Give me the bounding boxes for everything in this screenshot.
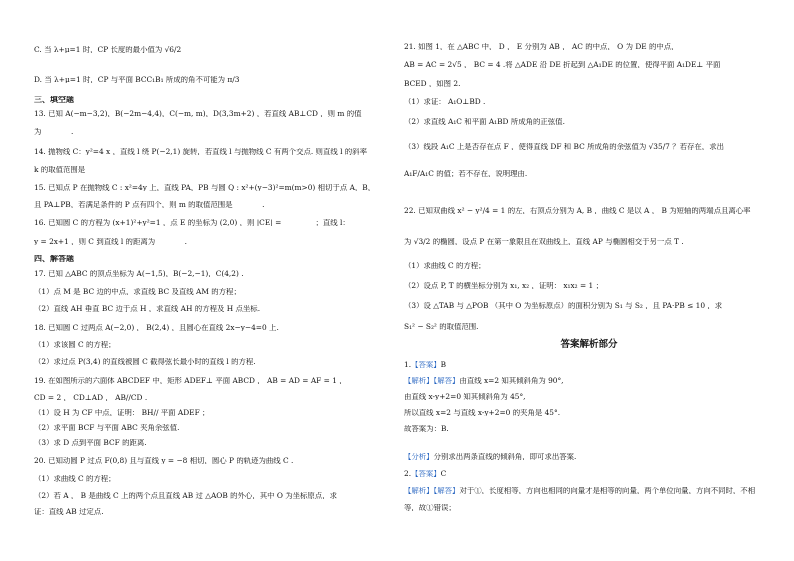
text-line: （3）线段 A₁C 上是否存在点 F ，使得直线 DF 和 BC 所成角的余弦值为 √35/7 ？若存在，求出: [404, 143, 724, 151]
text-line: 22. 已知双曲线 x² − y²/4 = 1 的左，右顶点分别为 A, B ，曲线 C 是以 A ， B 为短轴的两端点且离心率: [404, 207, 751, 215]
answers-section-title: 答案解析部分: [560, 339, 618, 350]
text-line: 证：直线 AB 过定点.: [34, 508, 104, 516]
text-line: CD = 2 ， CD⊥AD ， AB//CD .: [34, 394, 148, 402]
text-line: （1）求曲线 C 的方程；: [34, 475, 116, 483]
text-line: （2）若 A ， B 是曲线 C 上的两个点且直线 AB 过 △AOB 的外心，其中 O 为坐标原点，求: [34, 492, 337, 500]
text-line: 故答案为：B.: [404, 425, 449, 433]
text-line: 为________.: [34, 128, 74, 136]
text-line: （1）求该圆 C 的方程；: [34, 341, 116, 349]
text-line: 【解析】【解答】由直线 x=2 知其倾斜角为 90°,: [404, 377, 564, 385]
text-line: D. 当 λ+μ=1 时，CP 与平面 BCC₁B₁ 所成的角不可能为 π/3: [34, 76, 240, 84]
text-line: 为 √3/2 的椭圆，设点 P 在第一象限且在双曲线上，直线 AP 与椭圆相交于另一点 T .: [404, 238, 684, 246]
text-line: 19. 在如图所示的六面体 ABCDEF 中，矩形 ADEF⊥ 平面 ABCD ， AB = AD = AF = 1 ，: [34, 377, 347, 385]
text-line: 2.【答案】C: [404, 470, 447, 478]
text-line: 17. 已知 △ABC 的顶点坐标为 A(−1,5)，B(−2,−1)，C(4,2) .: [34, 270, 244, 278]
text-line: BCED ，如图 2.: [404, 80, 461, 88]
section-heading: 四、解答题: [34, 255, 74, 263]
text-line: 【解析】【解答】对于①，长度相等，方向也相同的向量才是相等的向量，两个单位向量，方向不同时，不相: [404, 487, 756, 495]
text-line: 14. 抛物线 C：y²=4 x ，直线 l 绕 P(−2,1) 旋转，若直线 l 与抛物线 C 有两个交点. 则直线 l 的斜率: [34, 148, 367, 156]
text-line: （2）求平面 BCF 与平面 ABC 夹角余弦值.: [34, 424, 180, 432]
text-line: （1）设 H 为 CF 中点，证明： BH// 平面 ADEF ；: [34, 409, 210, 417]
text-line: 15. 已知点 P 在抛物线 C : x²=4y 上，直线 PA，PB 与圆 Q : x²+(y−3)²=m(m>0) 相切于点 A，B，: [34, 184, 376, 192]
text-line: 18. 已知圆 C 过两点 A(−2,0) ， B(2,4) ，且圆心在直线 2x−y−4=0 上.: [34, 324, 279, 332]
text-line: 20. 已知动圆 P 过点 F(0,8) 且与直线 y = −8 相切，圆心 P 的轨迹为曲线 C .: [34, 457, 294, 465]
text-line: 13. 已知 A(−m−3,2)，B(−2m−4,4)，C(−m, m)，D(3,3m+2) ，若直线 AB⊥CD ，则 m 的值: [34, 110, 362, 118]
text-line: 且 PA⊥PB，若满足条件的 P 点有四个，则 m 的取值范围是________.: [34, 201, 265, 209]
text-line: C. 当 λ+μ=1 时，CP 长度的最小值为 √6/2: [34, 46, 182, 54]
text-line: （1）求曲线 C 的方程；: [404, 262, 486, 270]
text-line: 由直线 x-y+2=0 知其倾斜角为 45°,: [404, 393, 526, 401]
text-line: （1）求证： A₁O⊥BD .: [404, 98, 486, 106]
text-line: 等，故①错误；: [404, 504, 456, 512]
text-line: 所以直线 x=2 与直线 x-y+2=0 的夹角是 45°.: [404, 409, 561, 417]
text-line: AB = AC = 2√5 ， BC = 4 .将 △ADE 沿 DE 折起到 △A₁DE 的位置，使得平面 A₁DE⊥ 平面: [404, 61, 721, 69]
text-line: （3）求 D 点到平面 BCF 的距离.: [34, 439, 147, 447]
text-line: S₁² − S₂² 的取值范围.: [404, 323, 479, 331]
text-line: A₁F/A₁C 的值；若不存在，说明理由.: [404, 170, 528, 178]
text-line: （2）设点 P, T 的横坐标分别为 x₁, x₂ ，证明： x₁x₂ = 1 ；: [404, 282, 603, 290]
text-line: y = 2x+1 ，则 C 到直线 l 的距离为________.: [34, 238, 188, 246]
text-line: 16. 已知圆 C 的方程为 (x+1)²+y²=1 ，点 E 的坐标为 (2,0) ，则 |CE| = ________ ；直线 l：: [34, 219, 350, 227]
text-line: （2）求直线 A₁C 和平面 A₁BD 所成角的正弦值.: [404, 118, 565, 126]
text-line: 1.【答案】B: [404, 361, 447, 369]
text-line: （2）求过点 P(3,4) 的直线被圆 C 截得弦长最小时的直线 l 的方程.: [34, 358, 256, 366]
text-line: 【分析】分别求出两条直线的倾斜角，即可求出答案.: [404, 453, 577, 461]
text-line: （3）设 △TAB 与 △POB （其中 O 为坐标原点）的面积分别为 S₁ 与 S₂ ，且 PA·PB ≤ 10 ，求: [404, 302, 723, 310]
text-line: k 的取值范围是____________________: [34, 166, 160, 174]
text-line: （2）直线 AH 垂直 BC 边于点 H ，求直线 AH 的方程及 H 点坐标.: [34, 305, 261, 313]
text-line: 21. 如图 1，在 △ABC 中， D ， E 分别为 AB ， AC 的中点， O 为 DE 的中点，: [404, 43, 679, 51]
section-heading: 三、填空题: [34, 96, 74, 104]
text-line: （1）点 M 是 BC 边的中点，求直线 BC 及直线 AM 的方程；: [34, 288, 241, 296]
